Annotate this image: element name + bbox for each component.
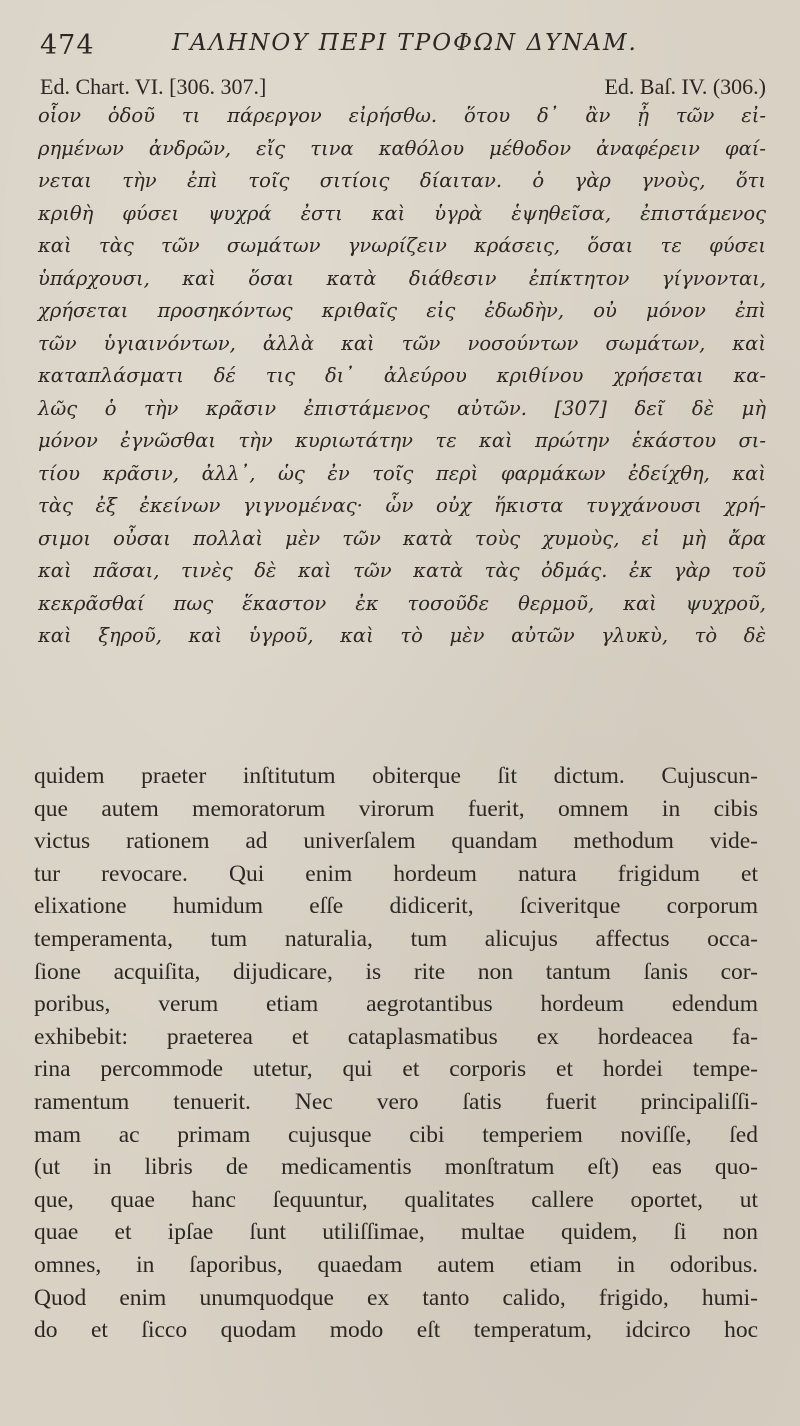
latin-text-line: do et ſicco quodam modo eſt temperatum, idcirco hoc: [34, 1317, 758, 1344]
greek-text-line: ὑπάρχουσι, καὶ ὅσαι κατὰ διάθεσιν ἐπίκτητον γίγνονται,: [38, 266, 766, 290]
latin-text-line: tur revocare. Qui enim hordeum natura frigidum et: [34, 860, 758, 887]
greek-text-block: [38, 100, 766, 653]
latin-text-line: (ut in libris de medicamentis monſtratum eſt) eas quo-: [34, 1154, 758, 1181]
greek-text-line: τῶν ὑγιαινόντων, ἀλλὰ καὶ τῶν νοσούντων σωμάτων, καὶ: [38, 331, 766, 355]
latin-text-line: quae et ipſae ſunt utiliſſimae, multae quidem, ſi non: [34, 1219, 758, 1246]
edition-references: [40, 74, 766, 102]
page-number: 474: [40, 30, 95, 61]
edition-reference-basel: Ed. Baſ. IV. (306.): [604, 74, 766, 99]
latin-text-line: quidem praeter inſtitutum obiterque ſit dictum. Cujuscun-: [34, 763, 758, 789]
latin-text-line: temperamenta, tum naturalia, tum alicujus affectus occa-: [34, 925, 758, 952]
greek-text-line: ρημένων ἀνδρῶν, εἴς τινα καθόλου μέθοδον ἀναφέρειν φαί-: [38, 136, 766, 160]
greek-text-line: τίου κρᾶσιν, ἀλλ᾽, ὡς ἐν τοῖς περὶ φαρμάκων ἐδείχθη, καὶ: [38, 461, 766, 485]
latin-text-line: omnes, in ſaporibus, quaedam autem etiam in odoribus.: [34, 1251, 758, 1278]
latin-text-line: que, quae hanc ſequuntur, qualitates callere oportet, ut: [34, 1186, 758, 1213]
greek-text-line: καὶ τὰς τῶν σωμάτων γνωρίζειν κράσεις, ὅσαι τε φύσει: [38, 234, 766, 257]
edition-reference-chartier: Ed. Chart. VI. [306. 307.]: [40, 74, 267, 99]
latin-text-block: [34, 760, 758, 1347]
greek-text-line: κριθὴ φύσει ψυχρά ἐστι καὶ ὑγρὰ ἑψηθεῖσα, ἐπιστάμενος: [38, 201, 766, 225]
greek-text-line: οἷον ὁδοῦ τι πάρεργον εἰρήσθω. ὅτου δ᾽ ἂν ᾖ τῶν εἰ-: [38, 104, 766, 127]
latin-text-line: victus rationem ad univerſalem quandam methodum vide-: [34, 828, 758, 855]
greek-text-line: χρήσεται προσηκόντως κριθαῖς εἰς ἐδωδὴν, οὐ μόνον ἐπὶ: [38, 299, 766, 322]
running-title: ΓΑΛΗΝΟΥ ΠΕΡΙ ΤΡΟΦΩΝ ΔΥΝΑΜ.: [172, 30, 638, 56]
running-head: [40, 28, 760, 64]
latin-text-line: que autem memoratorum virorum fuerit, omnem in cibis: [34, 795, 758, 822]
latin-text-line: mam ac primam cujusque cibi temperiem noviſſe, ſed: [34, 1121, 758, 1148]
latin-text-line: Quod enim unumquodque ex tanto calido, frigido, humi-: [34, 1284, 758, 1311]
greek-text-line: τὰς ἐξ ἐκείνων γιγνομένας· ὧν οὐχ ἥκιστα τυγχάνουσι χρή-: [38, 494, 766, 517]
greek-text-line: κεκρᾶσθαί πως ἕκαστον ἐκ τοσοῦδε θερμοῦ, καὶ ψυχροῦ,: [38, 591, 766, 615]
latin-text-line: poribus, verum etiam aegrotantibus hordeum edendum: [34, 991, 758, 1018]
greek-text-line: σιμοι οὖσαι πολλαὶ μὲν τῶν κατὰ τοὺς χυμοὺς, εἰ μὴ ἄρα: [38, 526, 766, 550]
latin-text-line: elixatione humidum eſſe didicerit, ſciveritque corporum: [34, 893, 758, 920]
greek-text-line: νεται τὴν ἐπὶ τοῖς σιτίοις δίαιταν. ὁ γὰρ γνοὺς, ὅτι: [38, 169, 766, 192]
greek-text-line: λῶς ὁ τὴν κρᾶσιν ἐπιστάμενος αὐτῶν. [307] δεῖ δὲ μὴ: [38, 396, 766, 420]
latin-text-line: rina percommode utetur, qui et corporis et hordei tempe-: [34, 1056, 758, 1083]
greek-text-line: καὶ ξηροῦ, καὶ ὑγροῦ, καὶ τὸ μὲν αὐτῶν γλυκὺ, τὸ δὲ: [38, 624, 766, 647]
greek-text-line: μόνον ἐγνῶσθαι τὴν κυριωτάτην τε καὶ πρώτην ἑκάστου σι-: [38, 429, 766, 452]
latin-text-line: ſione acquiſita, dijudicare, is rite non tantum ſanis cor-: [34, 958, 758, 985]
greek-text-line: καὶ πᾶσαι, τινὲς δὲ καὶ τῶν κατὰ τὰς ὀδμάς. ἐκ γὰρ τοῦ: [38, 559, 766, 582]
latin-text-line: exhibebit: praeterea et cataplasmatibus ex hordeacea fa-: [34, 1023, 758, 1050]
greek-text-line: καταπλάσματι δέ τις δι᾽ ἀλεύρου κριθίνου χρήσεται κα-: [38, 364, 766, 387]
latin-text-line: ramentum tenuerit. Nec vero ſatis fuerit principaliſſi-: [34, 1088, 758, 1115]
